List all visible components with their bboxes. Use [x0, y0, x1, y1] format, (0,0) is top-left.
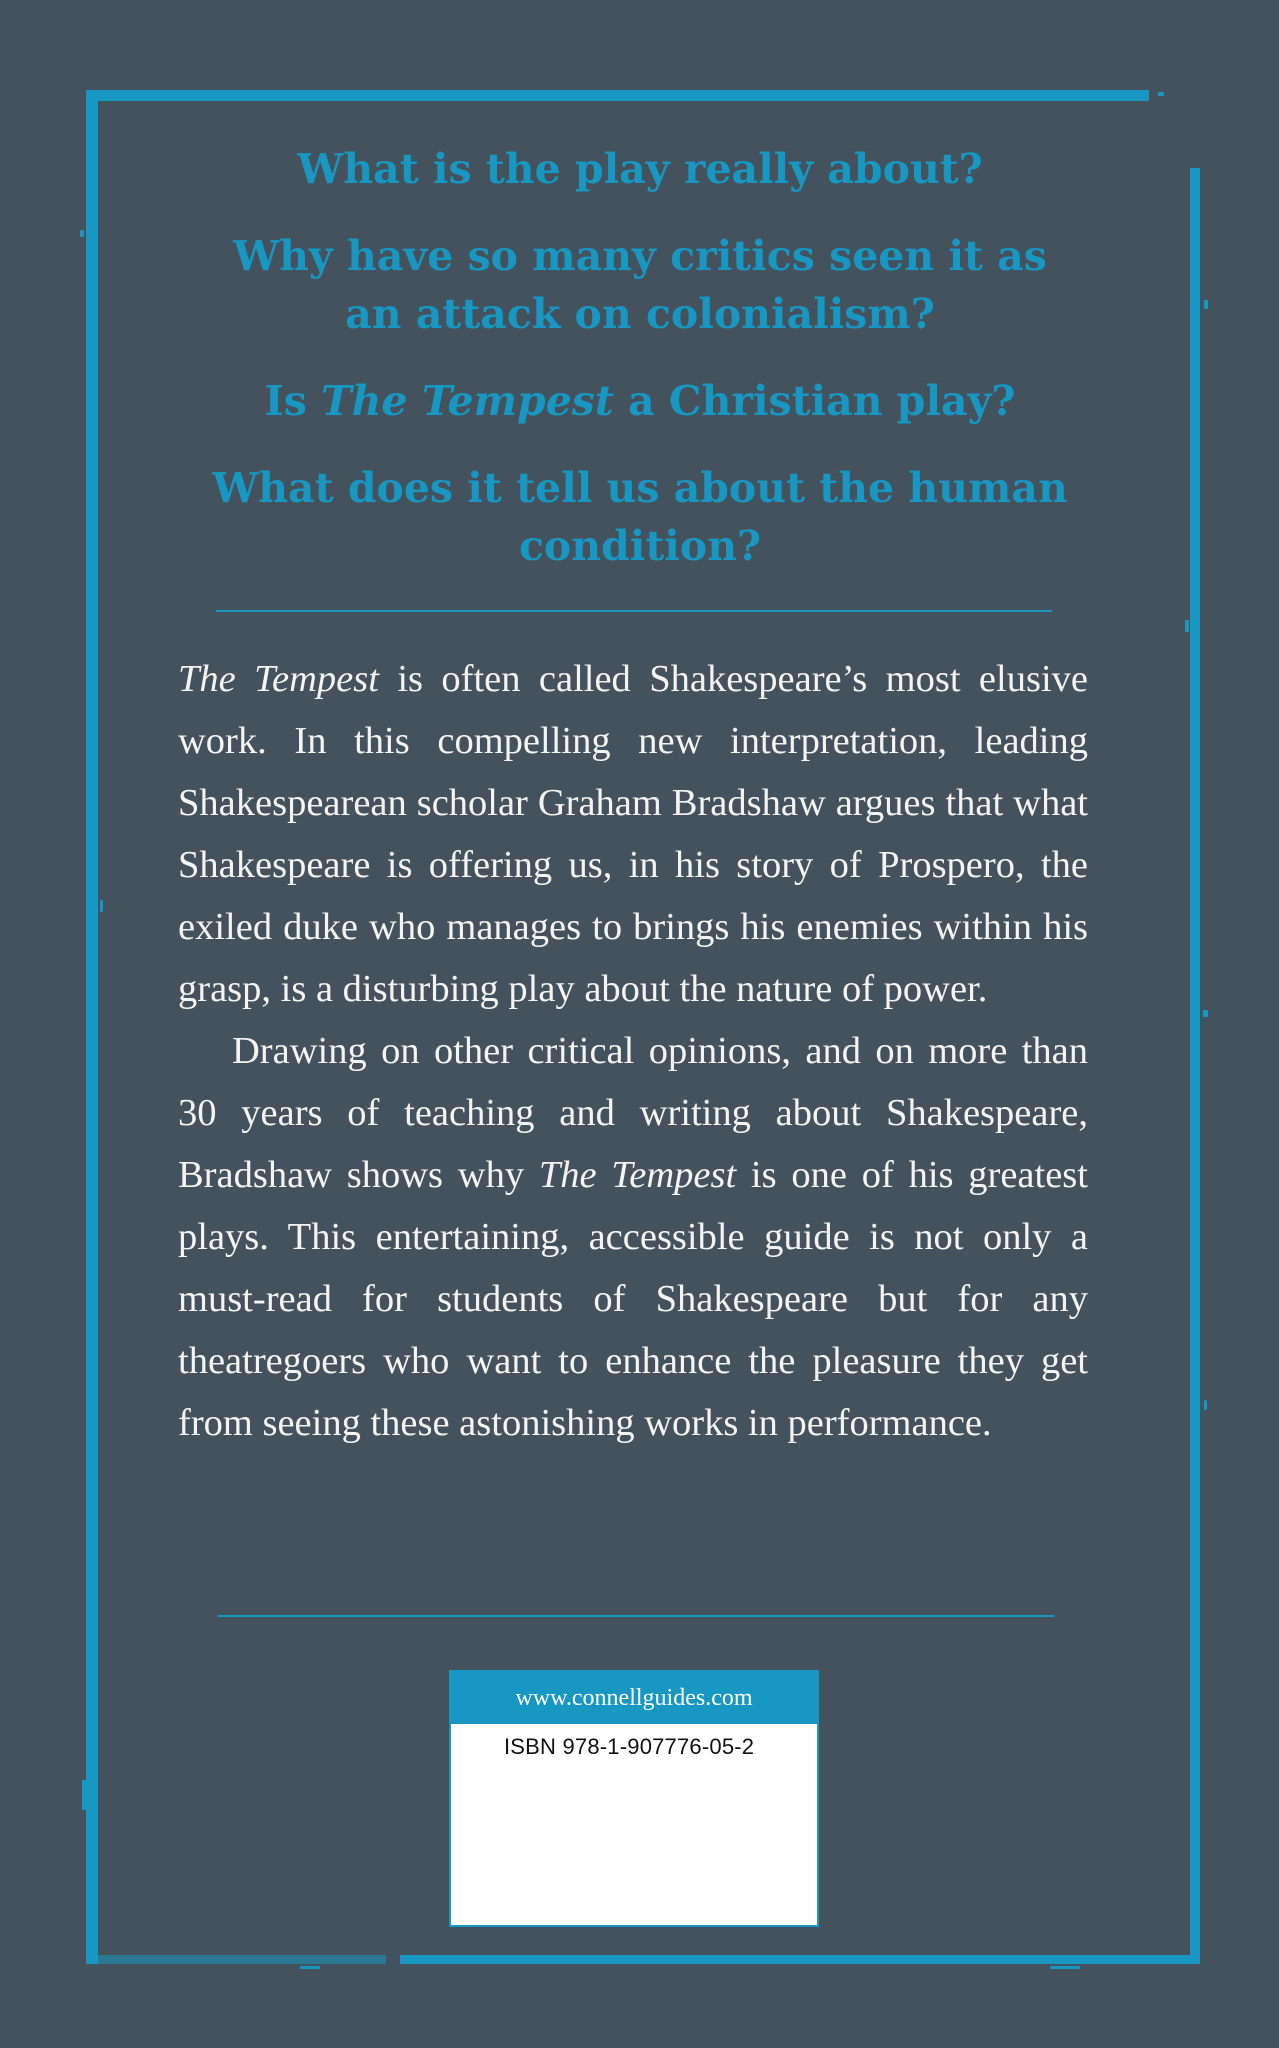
frame-speck	[1204, 1400, 1207, 1410]
isbn-number: ISBN 978-1-907776-05-2	[504, 1734, 755, 1759]
blurb-p2-text-b: is one of his greatest plays. This entertaining, accessible guide is not only a must-read for students of Shakespeare but for any theatregoers who want to enhance the pleasure they get from seeing these astonishing works in performance.	[178, 1154, 1088, 1444]
question-4-line-1: What does it tell us about the human	[212, 464, 1068, 512]
frame-speck	[1185, 620, 1189, 632]
frame-border-bottom-faded	[86, 1955, 386, 1964]
frame-speck	[1203, 1010, 1208, 1017]
frame-border-left	[86, 90, 98, 1964]
isbn-barcode-box	[449, 1670, 819, 1927]
question-2	[140, 227, 1140, 343]
frame-speck	[100, 900, 103, 912]
blurb-paragraph-2	[178, 1020, 1088, 1454]
divider-top	[216, 610, 1052, 612]
frame-border-right	[1190, 168, 1200, 1963]
question-2-line-2: an attack on colonialism?	[345, 290, 935, 338]
blurb-p1-text: is often called Shakespeare’s most elusive work. In this compelling new interpretation, leading Shakespearean scholar Graham Bradshaw argues that what Shakespeare is offering us, in his story of Prospero, the exiled duke who manages to brings his enemies within his grasp, is a disturbing play about the nature of power.	[178, 658, 1088, 1010]
publisher-website: www.connellguides.com	[451, 1672, 817, 1724]
question-3-title: The Tempest	[321, 377, 614, 425]
cover-questions	[140, 140, 1140, 604]
blurb-paragraph-1	[178, 648, 1088, 1020]
question-3-post: a Christian play?	[613, 377, 1016, 425]
frame-speck	[82, 1780, 87, 1810]
frame-speck	[1050, 1966, 1080, 1969]
question-2-line-1: Why have so many critics seen it as	[233, 232, 1047, 280]
question-4-line-2: condition?	[518, 522, 762, 570]
frame-speck	[1140, 98, 1144, 101]
frame-speck	[80, 230, 84, 237]
blurb-p1-title: The Tempest	[178, 658, 379, 700]
frame-speck	[1204, 300, 1208, 309]
frame-border-bottom	[400, 1955, 1200, 1964]
blurb	[178, 648, 1088, 1454]
blurb-p2-text-a: Drawing on other critical opinions, and on more than 30 years of teaching and writing about Shakespeare, Bradshaw shows why	[178, 1030, 1088, 1196]
question-1	[140, 140, 1140, 198]
question-3	[140, 372, 1140, 430]
frame-speck	[1158, 92, 1164, 96]
frame-speck	[86, 1905, 94, 1911]
frame-speck	[300, 1966, 320, 1969]
question-3-pre: Is	[264, 377, 322, 425]
question-4	[140, 459, 1140, 575]
frame-border-top	[86, 90, 1149, 101]
divider-bottom	[218, 1615, 1054, 1617]
question-1-text: What is the play really about?	[297, 145, 983, 193]
blurb-p2-title: The Tempest	[538, 1154, 737, 1196]
